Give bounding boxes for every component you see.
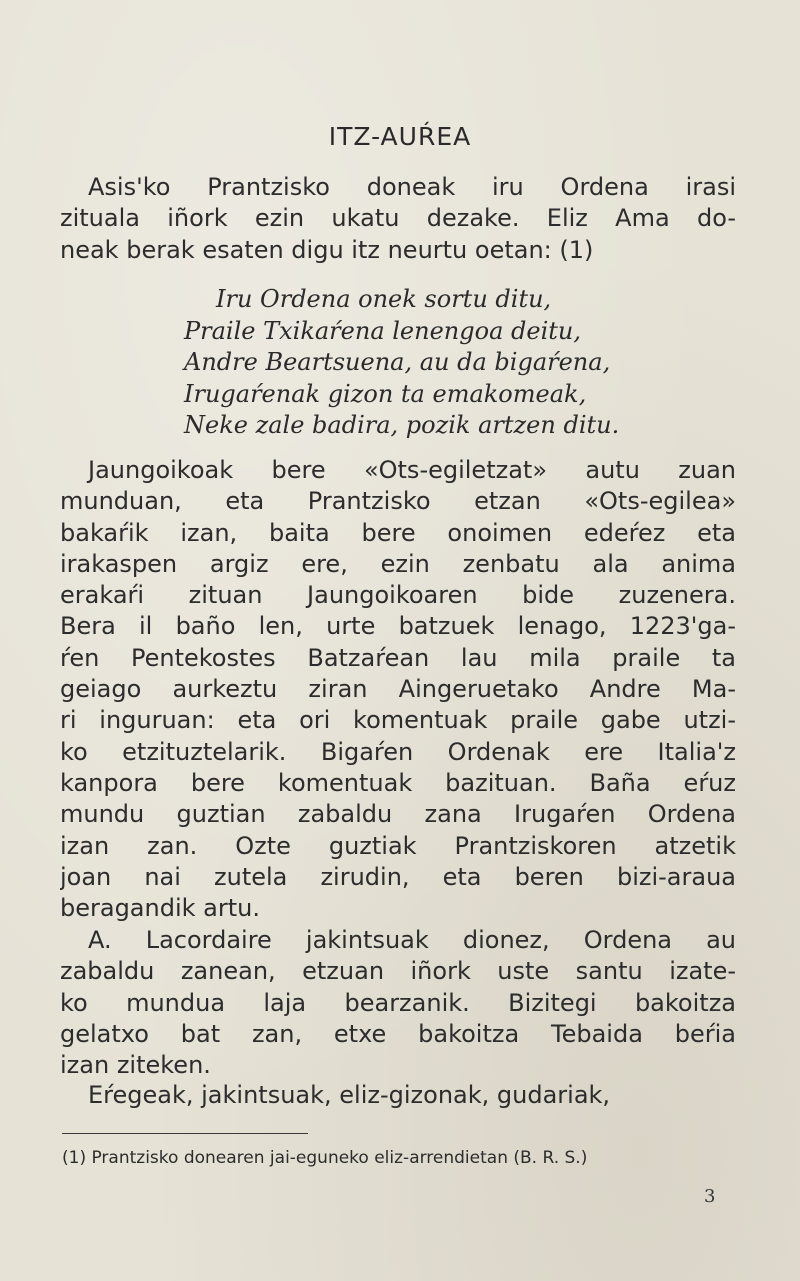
text-line: izan zan. Ozte guztiak Prantziskoren atzetik [60,831,736,860]
page-title: ITZ-AUŔEA [328,122,472,151]
text-line: Bera il baño len, urte batzuek lenago, 1223'ga- [60,612,736,641]
text-line: joan nai zutela zirudin, eta beren bizi-araua [60,862,736,891]
paragraph-2 [60,455,736,924]
text-line: kanpora bere komentuak bazituan. Baña eŕuz [60,768,736,797]
paragraph-4 [60,1080,736,1111]
footnote: (1) Prantzisko donearen jai-eguneko eliz-arrendietan (B. R. S.) [62,1148,588,1168]
verse-line: Praile Txikaŕena lenengoa deitu, [184,316,581,345]
text-line: geiago aurkeztu ziran Aingeruetako Andre Ma- [60,675,736,704]
verse-line: Iru Ordena onek sortu ditu, [216,285,552,313]
footnote-divider [62,1133,308,1134]
verse-block [184,284,744,442]
text-line: ko mundua laja bearzanik. Bizitegi bakoitza [60,988,736,1017]
verse-line: Andre Beartsuena, au da bigaŕena, [184,348,611,376]
text-line: A. Lacordaire jakintsuak dionez, Ordena au [88,926,736,954]
text-line: ŕen Pentekostes Batzaŕean lau mila praile ta [60,643,736,672]
text-line: beragandik artu. [60,894,260,923]
text-line: izan ziteken. [60,1051,211,1080]
text-line: munduan, eta Prantzisko etzan «Ots-egilea» [60,487,736,516]
text-line: ri inguruan: eta ori komentuak praile gabe utzi- [60,706,736,735]
text-line: zabaldu zanean, etzuan iñork uste santu izate- [60,957,736,986]
text-line: ko etzituztelarik. Bigaŕen Ordenak ere Italia'z [60,737,736,766]
text-line: Eŕegeak, jakintsuak, eliz-gizonak, gudariak, [88,1081,611,1109]
paragraph-3 [60,925,736,1081]
text-line: irakaspen argiz ere, ezin zenbatu ala anima [60,549,736,578]
page-number: 3 [704,1186,716,1207]
text-line: neak berak esaten digu itz neurtu oetan: (1) [60,235,594,264]
text-line: zituala iñork ezin ukatu dezake. Eliz Ama do- [60,204,736,233]
verse-line: Neke zale badira, pozik artzen ditu. [184,411,620,439]
text-line: Asis'ko Prantzisko doneak iru Ordena irasi [88,173,736,201]
text-line: Jaungoikoak bere «Ots-egiletzat» autu zuan [88,456,736,484]
text-line: mundu guztian zabaldu zana Irugaŕen Ordena [60,800,736,829]
paragraph-1 [60,172,736,266]
text-line: gelatxo bat zan, etxe bakoitza Tebaida beŕia [60,1019,736,1048]
text-line: bakaŕik izan, baita bere onoimen edeŕez eta [60,518,736,547]
verse-line: Irugaŕenak gizon ta emakomeak, [184,379,587,408]
text-line: erakaŕi zituan Jaungoikoaren bide zuzenera. [60,581,736,610]
